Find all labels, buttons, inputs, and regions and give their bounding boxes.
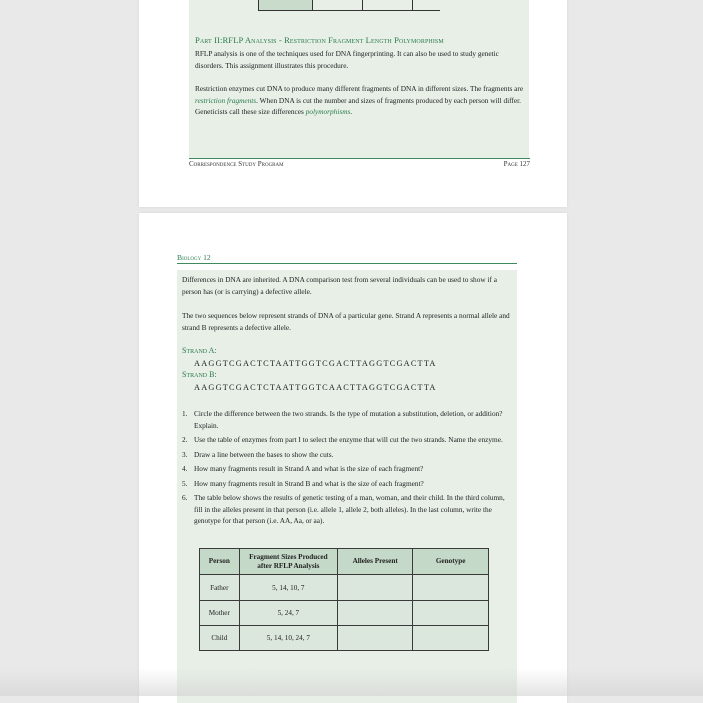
cell-person: Mother [200, 601, 240, 626]
question-text: Draw a line between the bases to show the cuts. [194, 449, 334, 459]
cell-alleles-input[interactable] [338, 626, 413, 651]
question-number: 5. [182, 478, 188, 488]
strand-a-label: Strand A: [182, 346, 217, 355]
question-number: 2. [182, 435, 188, 444]
paragraph-sequences: The two sequences below represent strands of DNA of a particular gene. Strand A represents a normal allele and strand B represents a defective allele. [182, 311, 510, 332]
question-item [182, 478, 514, 490]
question-text: Circle the difference between the two strands. Is the type of mutation a substitution, deletion, or addition? Explain. [194, 409, 503, 430]
viewer-bottom-shadow [0, 668, 703, 696]
question-text: How many fragments result in Strand B and what is the size of each fragment? [194, 478, 424, 488]
question-text: Use the table of enzymes from part I to select the enzyme that will cut the two strands. Name the enzyme. [194, 435, 503, 444]
text-run: . When DNA is cut the number and sizes of fragments produced by each person will differ. Geneticists call these size differences [195, 95, 521, 116]
cell-genotype-input[interactable] [413, 575, 489, 601]
document-page-127 [139, 0, 567, 207]
text-run: . [350, 107, 353, 116]
question-number: 3. [182, 449, 188, 459]
table-cell [259, 0, 313, 10]
paragraph-restriction-enzymes [195, 83, 527, 118]
header-rule [177, 263, 517, 264]
cell-alleles-input[interactable] [338, 575, 413, 601]
term-restriction-fragments: restriction fragments [195, 95, 257, 105]
footer-program: Correspondence Study Program [189, 160, 284, 168]
question-list [182, 408, 514, 530]
strand-b-label: Strand B: [182, 370, 217, 379]
cell-alleles-input[interactable] [338, 601, 413, 626]
question-text: How many fragments result in Strand A and what is the size of each fragment? [194, 464, 424, 473]
document-page-128 [139, 213, 567, 703]
table-header-row [200, 549, 489, 575]
header-genotype: Genotype [413, 549, 489, 575]
footer-rule [189, 158, 530, 159]
cell-genotype-input[interactable] [413, 626, 489, 651]
question-item [182, 492, 514, 527]
header-alleles-present: Alleles Present [338, 549, 413, 575]
paragraph-rflp-intro: RFLP analysis is one of the techniques used for DNA fingerprinting. It can also be used to study genetic disorders. This assignment illustrates this procedure. [195, 49, 499, 70]
strand-b-sequence: AAGGTCGACTCTAATTGGTCAACTTAGGTCGACTTA [194, 383, 437, 392]
term-polymorphisms: polymorphisms [305, 107, 351, 116]
table-row [200, 601, 489, 626]
cell-person: Child [200, 626, 240, 651]
question-item [182, 408, 514, 431]
paragraph-differences: Differences in DNA are inherited. A DNA comparison test from several individuals can be used to show if a person has (or is carrying) a defective allele. [182, 275, 497, 296]
section-heading: Part II:RFLP Analysis - Restriction Fragment Length Polymorphism [195, 35, 444, 45]
enzyme-table-remnant [258, 0, 440, 11]
table-row [200, 626, 489, 651]
table-cell [362, 0, 413, 10]
footer-page-number: Page 127 [503, 160, 530, 168]
page-header-course: Biology 12 [177, 253, 211, 262]
question-text: The table below shows the results of genetic testing of a man, woman, and their child. In the third column, fill in the alleles present in that person (i.e. allele 1, allele 2, both alleles). In the last column, write the genotype for that person (i.e. AA, Aa, or aa). [194, 493, 505, 525]
header-person: Person [200, 549, 240, 575]
question-item [182, 434, 514, 446]
genetic-testing-table [199, 548, 489, 651]
question-item [182, 463, 514, 475]
table-cell [312, 0, 363, 10]
cell-person: Father [200, 575, 240, 601]
text-run: Restriction enzymes cut DNA to produce many different fragments of DNA in different sizes. The fragments are [195, 84, 524, 93]
cell-fragments: 5, 24, 7 [239, 601, 337, 626]
header-fragment-sizes: Fragment Sizes Produced after RFLP Analysis [239, 549, 337, 575]
question-number: 6. [182, 493, 188, 502]
cell-fragments: 5, 14, 10, 24, 7 [239, 626, 337, 651]
question-number: 1. [182, 409, 188, 418]
question-item [182, 449, 514, 461]
cell-fragments: 5, 14, 10, 7 [239, 575, 337, 601]
content-panel [189, 0, 529, 158]
strand-a-sequence: AAGGTCGACTCTAATTGGTCGACTTAGGTCGACTTA [194, 359, 437, 368]
table-row [200, 575, 489, 601]
cell-genotype-input[interactable] [413, 601, 489, 626]
question-number: 4. [182, 464, 188, 473]
